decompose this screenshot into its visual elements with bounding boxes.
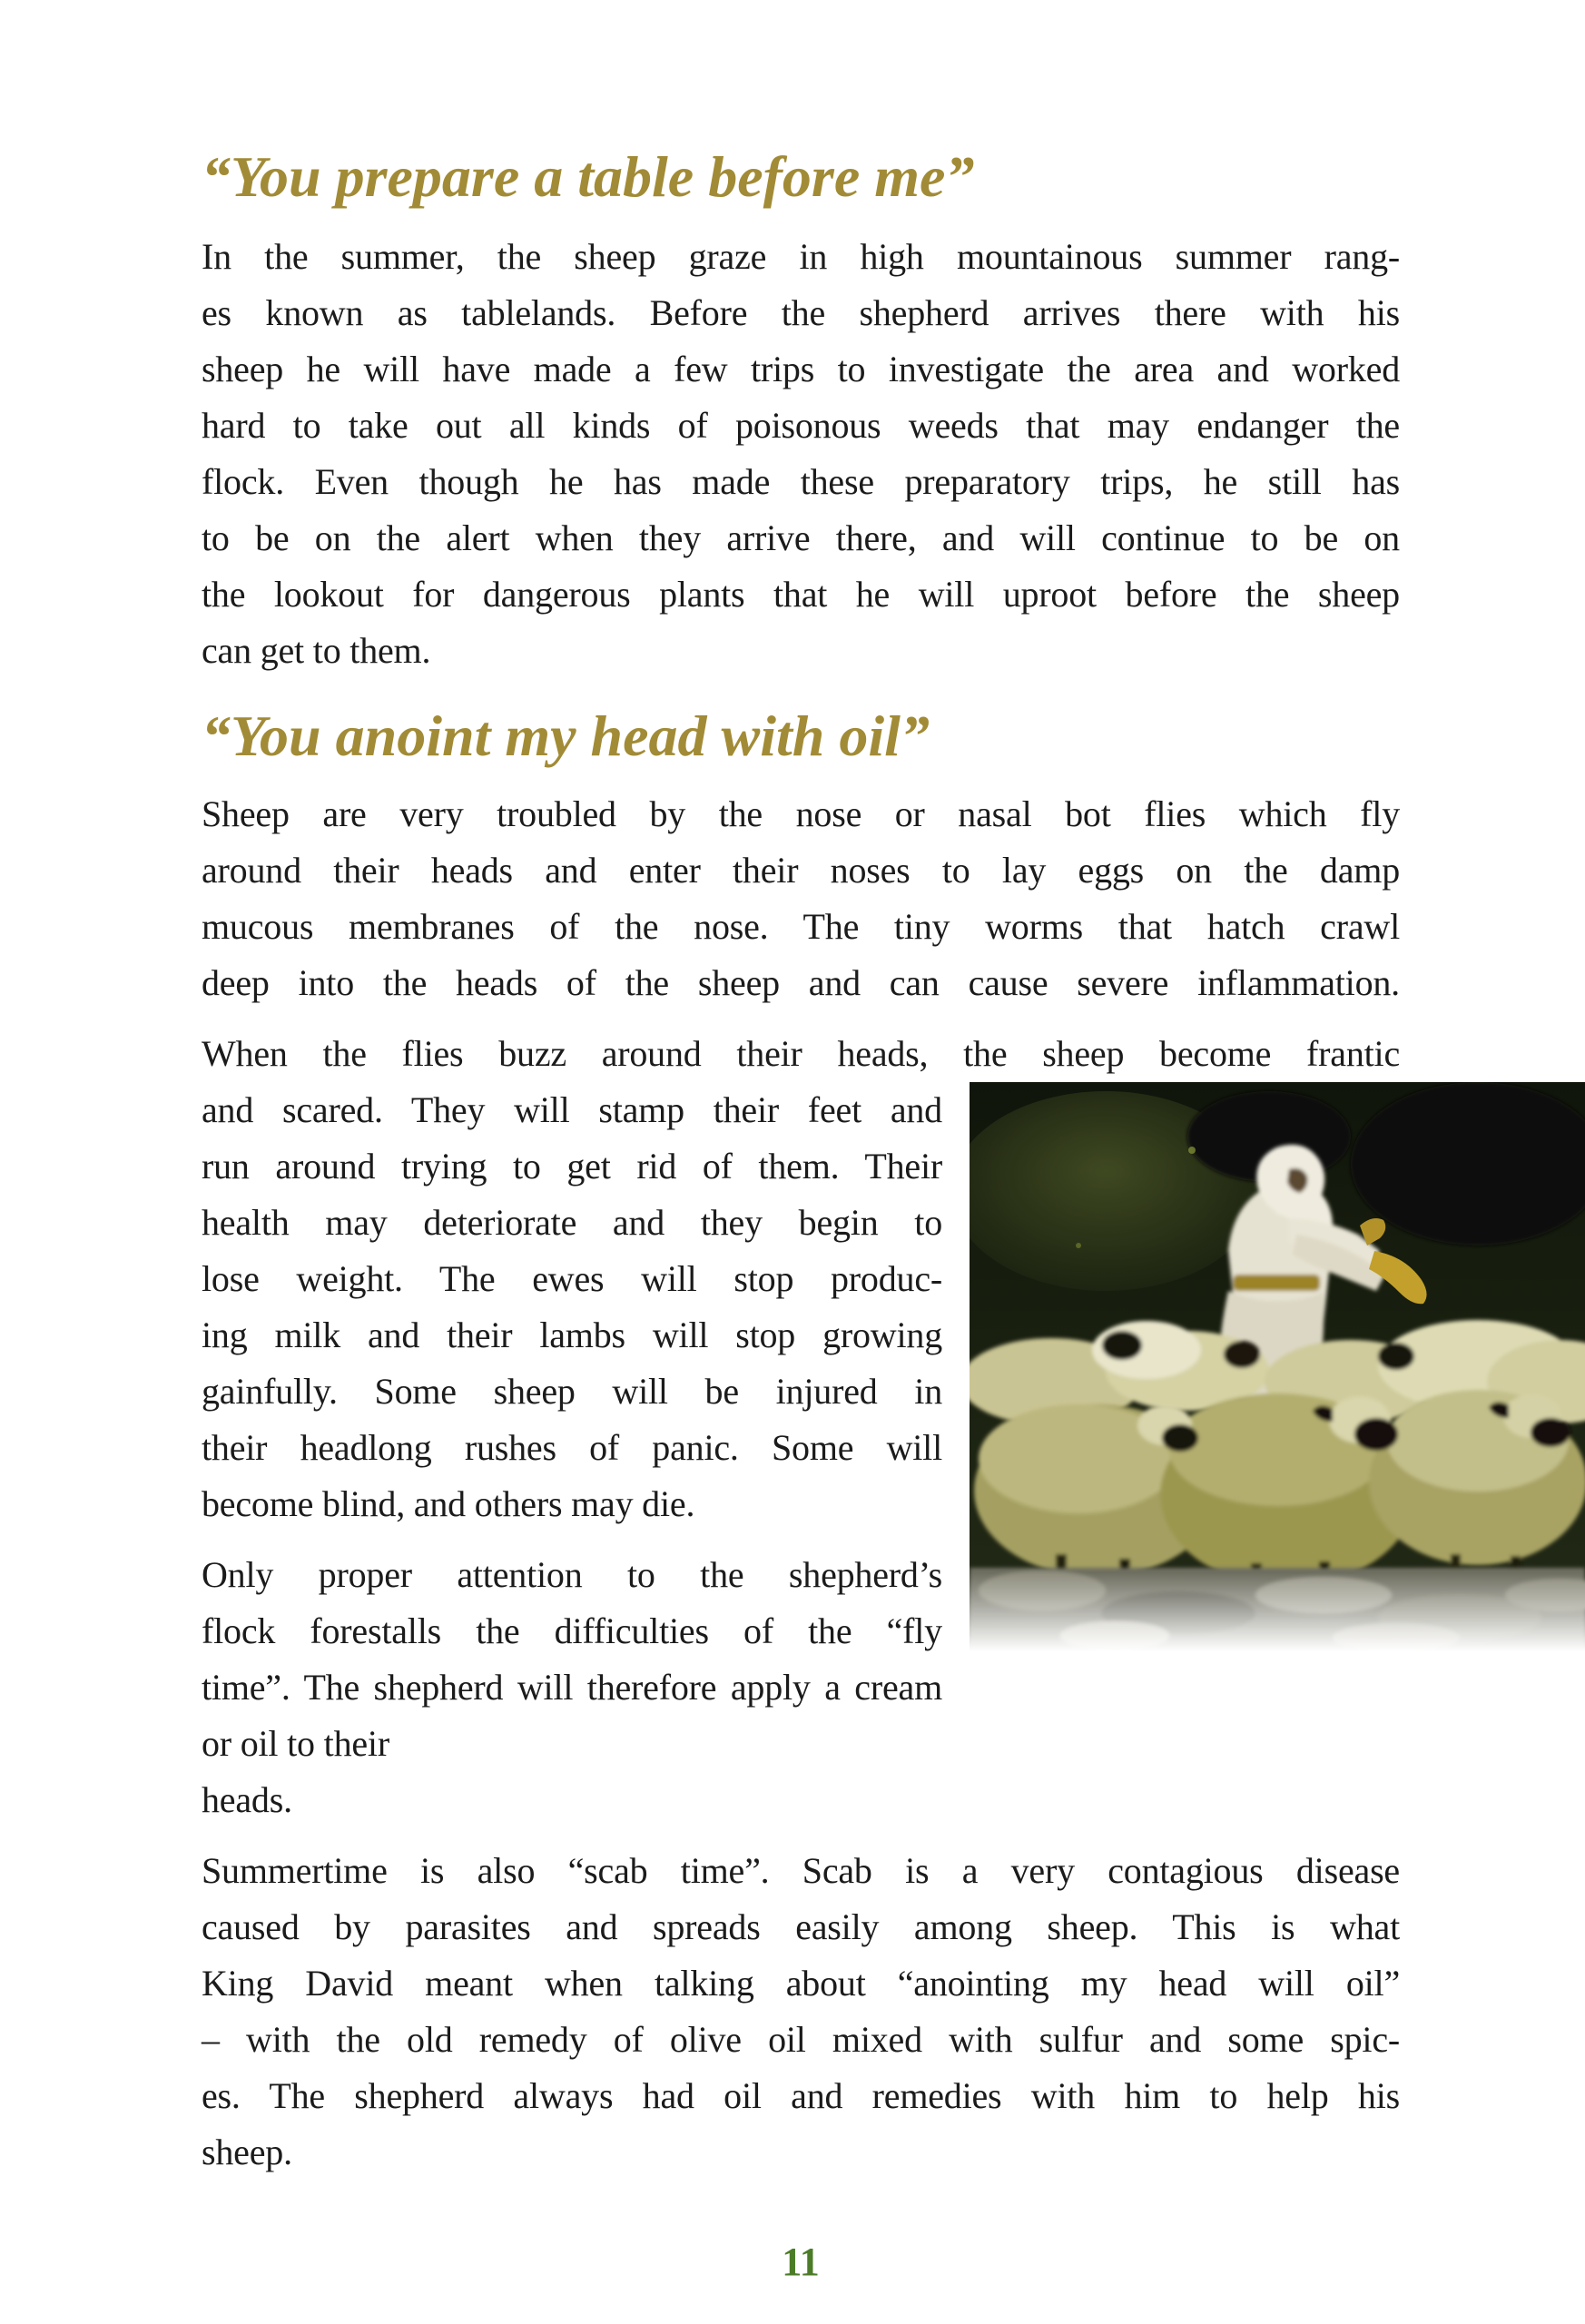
section-heading-prepare-table: “You prepare a table before me” — [202, 144, 975, 209]
text-line: the lookout for dangerous plants that he will uproot before the sheep — [202, 574, 1400, 615]
text-line: Only proper attention to the shepherd’s — [202, 1554, 942, 1595]
text-line: can get to them. — [202, 630, 431, 671]
text-line: es known as tablelands. Before the shepherd arrives there with his — [202, 292, 1400, 333]
text-line: hard to take out all kinds of poisonous weeds that may endanger the — [202, 405, 1400, 446]
text-line: health may deteriorate and they begin to — [202, 1202, 942, 1243]
text-line: sheep. — [202, 2132, 292, 2172]
text-line: Summertime is also “scab time”. Scab is a very contagious disease — [202, 1850, 1400, 1891]
text-line: flock forestalls the difficulties of the “fly — [202, 1610, 942, 1651]
text-line: deep into the heads of the sheep and can cause severe inflammation. — [202, 962, 1400, 1003]
text-line: run around trying to get rid of them. Their — [202, 1146, 942, 1187]
text-line: gainfully. Some sheep will be injured in — [202, 1371, 942, 1412]
text-line: Sheep are very troubled by the nose or nasal bot flies which fly — [202, 793, 1400, 834]
page-content — [202, 0, 1400, 2284]
text-line: sheep he will have made a few trips to investigate the area and worked — [202, 349, 1400, 389]
text-line: King David meant when talking about “anointing my head will oil” — [202, 1963, 1400, 2004]
section-heading-anoint-head: “You anoint my head with oil” — [202, 704, 930, 768]
text-line: – with the old remedy of olive oil mixed with sulfur and some spic- — [202, 2019, 1400, 2060]
text-line: es. The shepherd always had oil and remedies with him to help his — [202, 2075, 1400, 2116]
text-line: flock. Even though he has made these preparatory trips, he still has — [202, 461, 1400, 502]
text-line: lose weight. The ewes will stop produc- — [202, 1258, 942, 1299]
text-line: and scared. They will stamp their feet and — [202, 1089, 942, 1130]
paragraph-frantic-sheep — [202, 1026, 1400, 1532]
text-line: When the flies buzz around their heads, the sheep become frantic — [202, 1033, 1400, 1074]
text-line: mucous membranes of the nose. The tiny worms that hatch crawl — [202, 906, 1400, 947]
paragraph-scab-time — [202, 1843, 1400, 2181]
text-line: their headlong rushes of panic. Some will — [202, 1427, 942, 1468]
text-line: around their heads and enter their noses to lay eggs on the damp — [202, 850, 1400, 891]
text-line: caused by parasites and spreads easily among sheep. This is what — [202, 1906, 1400, 1947]
shepherd-sheep-photo-art — [970, 1082, 1585, 1651]
text-line: time”. The shepherd will therefore apply a cream or oil to their — [202, 1667, 942, 1764]
paragraph-bot-flies — [202, 786, 1400, 1011]
text-line: heads. — [202, 1779, 292, 1820]
text-line: to be on the alert when they arrive there, and will continue to be on — [202, 517, 1400, 558]
text-line: become blind, and others may die. — [202, 1483, 695, 1524]
page-number: 11 — [782, 2240, 820, 2284]
text-line: ing milk and their lambs will stop growing — [202, 1315, 942, 1355]
shepherd-sheep-photo — [970, 1082, 1585, 1651]
text-line: In the summer, the sheep graze in high mountainous summer rang- — [202, 236, 1400, 277]
paragraph-tablelands — [202, 229, 1400, 679]
